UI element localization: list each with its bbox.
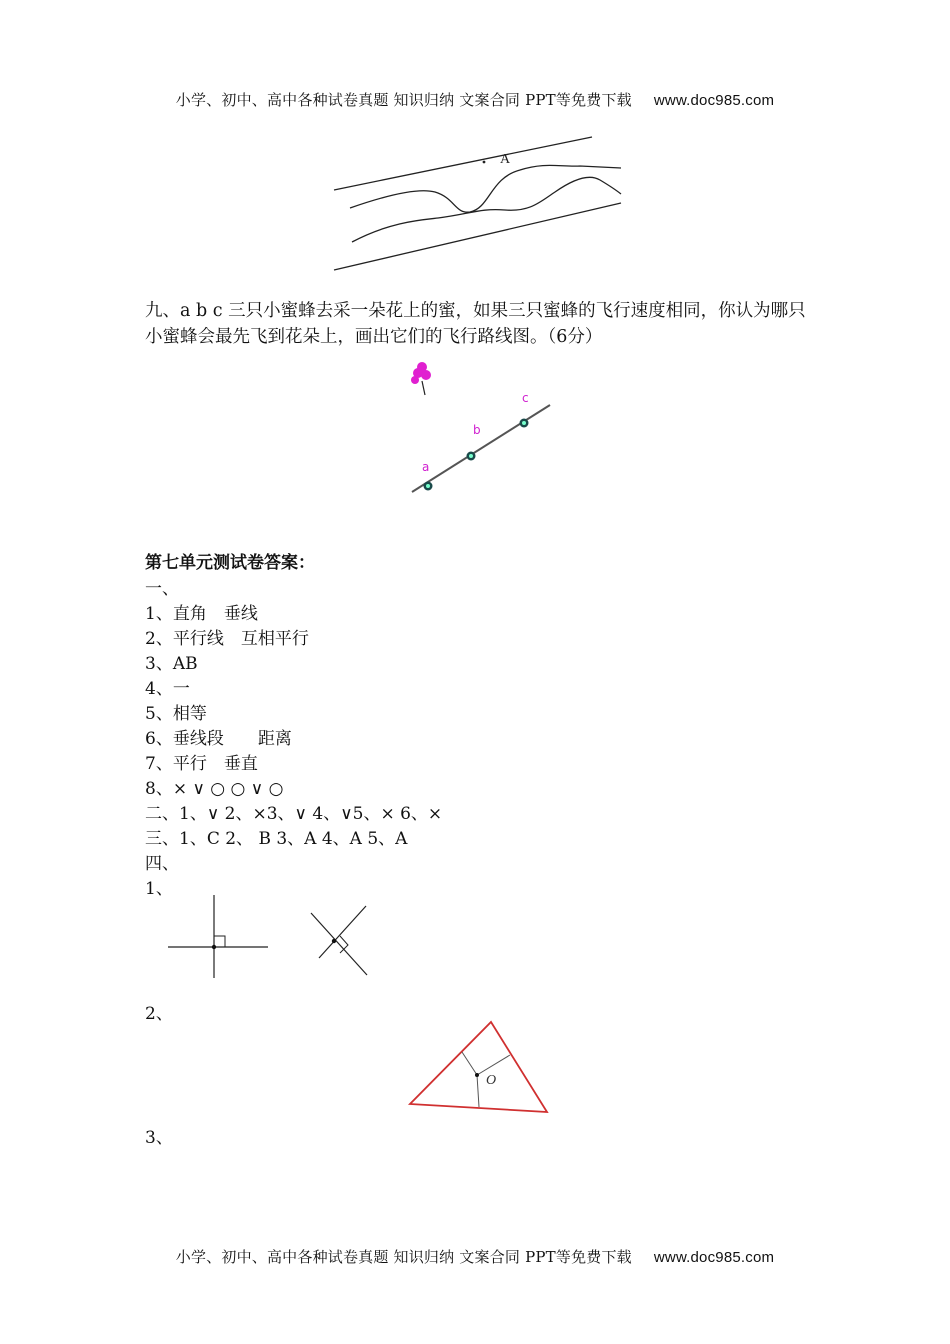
bee-label-a: a: [422, 460, 430, 474]
answer-line: 二、1、∨ 2、×3、∨ 4、∨5、× 6、×: [145, 804, 443, 824]
header-url: www.doc985.com: [653, 92, 775, 109]
page-header: [0, 89, 950, 110]
question-9: 九、a b c 三只小蜜蜂去采一朵花上的蜜，如果三只蜜蜂的飞行速度相同，你认为哪只小蜜蜂会最先飞到花朵上，画出它们的飞行路线图。（6分）: [145, 301, 806, 347]
answer-line: 一、: [145, 579, 179, 599]
answers-title: 第七单元测试卷答案：: [145, 553, 315, 573]
point-A-label: A: [500, 152, 511, 167]
perpendicular-figures: [165, 890, 375, 985]
bee-b-icon: [467, 452, 476, 461]
bee-c-icon: [520, 419, 529, 428]
answer-line: 4、一: [145, 679, 190, 699]
center-O-label: O: [486, 1073, 497, 1088]
answer-line: 1、直角 垂线: [145, 604, 258, 624]
answer-line: 7、平行 垂直: [145, 754, 258, 774]
bee-label-b: b: [473, 423, 481, 437]
answer-line: 5、相等: [145, 704, 207, 724]
answer-line: 6、垂线段 距离: [145, 729, 292, 749]
footer-text: 小学、初中、高中各种试卷真题 知识归纳 文案合同 PPT等免费下载: [175, 1248, 632, 1266]
footer-url: www.doc985.com: [653, 1249, 775, 1266]
page-footer: [0, 1246, 950, 1267]
bee-a-icon: [424, 482, 433, 491]
bee-figure: [400, 355, 560, 500]
answer-line: 8、× ∨ ○ ○ ∨ ○: [145, 779, 284, 799]
answer-line: 1、: [145, 879, 173, 899]
answer-line: 三、1、C 2、 B 3、A 4、A 5、A: [145, 829, 408, 849]
river-figure: [330, 132, 630, 277]
triangle-figure: [405, 1018, 555, 1118]
answer-line: 3、AB: [145, 654, 198, 674]
bee-label-c: c: [522, 391, 529, 405]
answer-line: 3、: [145, 1128, 173, 1148]
header-text: 小学、初中、高中各种试卷真题 知识归纳 文案合同 PPT等免费下载: [175, 91, 632, 109]
answer-line: 四、: [145, 854, 179, 874]
answer-line: 2、: [145, 1004, 173, 1024]
flower-icon: [411, 362, 431, 395]
answer-line: 2、平行线 互相平行: [145, 629, 309, 649]
